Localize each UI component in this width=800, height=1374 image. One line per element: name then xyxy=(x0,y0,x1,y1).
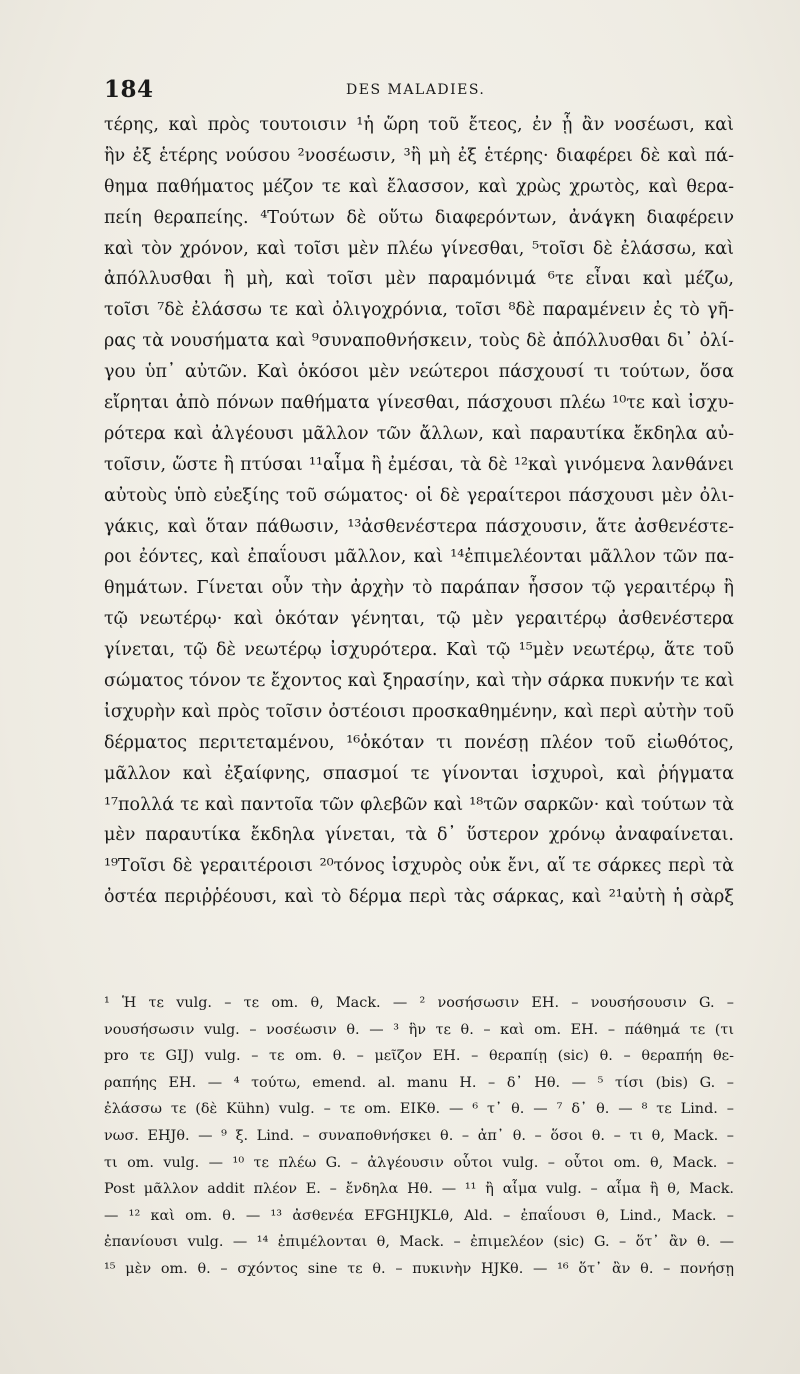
footnote-line: Post μᾶλλον addit πλέον E. – ἔνδηλα Hθ. — ¹¹ ἢ αἷμα vulg. – αἷμα ἢ θ, Mack. xyxy=(104,1181,734,1198)
text-line: μᾶλλον καὶ ἐξαίφνης, σπασμοί τε γίνονται ἰσχυροὶ, καὶ ῥήγματα xyxy=(104,763,734,784)
text-line: δέρματος περιτεταμένου, ¹⁶ὁκόταν τι πονέσῃ πλέον τοῦ εἰωθότος, xyxy=(104,732,734,753)
text-line: θημα παθήματος μέζον τε καὶ ἔλασσον, καὶ χρὼς χρωτὸς, καὶ θερα- xyxy=(104,176,734,197)
text-line: πείη θεραπείης. ⁴Τούτων δὲ οὕτω διαφερόντων, ἀνάγκη διαφέρειν xyxy=(104,207,734,228)
text-line: μὲν παραυτίκα ἔκδηλα γίνεται, τὰ δ᾽ ὕστερον χρόνῳ ἀναφαίνεται. xyxy=(104,825,734,846)
text-line: ἀπόλλυσθαι ἢ μὴ, καὶ τοῖσι μὲν παραμόνιμά ⁶τε εἶναι καὶ μέζω, xyxy=(104,269,734,290)
footnote-line: ραπήης EH. — ⁴ τούτω, emend. al. manu H. – δ᾽ Hθ. — ⁵ τίσι (bis) G. – xyxy=(104,1074,734,1091)
text-line: ρότερα καὶ ἀλγέουσι μᾶλλον τῶν ἄλλων, καὶ παραυτίκα ἔκδηλα αὐ- xyxy=(104,423,734,444)
text-line: ἰσχυρὴν καὶ πρὸς τοῖσιν ὀστέοισι προσκαθημένην, καὶ περὶ αὐτὴν τοῦ xyxy=(104,701,734,722)
text-line: ἣν ἐξ ἑτέρης νούσου ²νοσέωσιν, ³ἢ μὴ ἐξ ἑτέρης· διαφέρει δὲ καὶ πά- xyxy=(104,145,734,166)
text-line: καὶ τὸν χρόνον, καὶ τοῖσι μὲν πλέω γίνεσθαι, ⁵τοῖσι δὲ ἐλάσσω, καὶ xyxy=(104,238,734,259)
footnote-line: τι om. vulg. — ¹⁰ τε πλέω G. – ἀλγέουσιν οὗτοι vulg. – οὗτοι om. θ, Mack. – xyxy=(104,1154,734,1171)
text-line: θημάτων. Γίνεται οὖν τὴν ἀρχὴν τὸ παράπαν ἧσσον τῷ γεραιτέρῳ ἢ xyxy=(104,578,734,599)
page-header xyxy=(104,76,734,106)
text-line: ¹⁹Τοῖσι δὲ γεραιτέροισι ²⁰τόνος ἰσχυρὸς οὐκ ἔνι, αἵ τε σάρκες περὶ τὰ xyxy=(104,856,734,877)
footnote-line: — ¹² καὶ om. θ. — ¹³ ἀσθενέα EFGHIJKLθ, Ald. – ἐπαΐουσι θ, Lind., Mack. – xyxy=(104,1207,734,1224)
main-text xyxy=(104,110,734,913)
footnote-line: νωσ. EHJθ. — ⁹ ξ. Lind. – συναποθνήσκει θ. – ἀπ᾽ θ. – ὅσοι θ. – τι θ, Mack. – xyxy=(104,1127,734,1144)
footnote-line: ¹⁵ μὲν om. θ. – σχόντος sine τε θ. – πυκινὴν HJKθ. — ¹⁶ ὅτ᾽ ἂν θ. – πονήσῃ xyxy=(104,1260,734,1277)
footnote-line: ἐλάσσω τε (δὲ Kühn) vulg. – τε om. EIKθ. — ⁶ τ᾽ θ. — ⁷ δ᾽ θ. — ⁸ τε Lind. – xyxy=(104,1101,734,1118)
footnotes xyxy=(104,990,734,1283)
text-line: τέρης, καὶ πρὸς τουτοισιν ¹ἡ ὥρη τοῦ ἔτεος, ἐν ᾗ ἂν νοσέωσι, καὶ xyxy=(104,115,734,135)
footnote-line: ¹ Ἡ τε vulg. – τε om. θ, Mack. — ² νοσήσωσιν EH. – νουσήσουσιν G. – xyxy=(104,995,734,1011)
text-line: γάκις, καὶ ὅταν πάθωσιν, ¹³ἀσθενέστερα πάσχουσιν, ἅτε ἀσθενέστε- xyxy=(104,516,734,537)
footnote-line: pro τε GIJ) vulg. – τε om. θ. – μεῖζον EH. – θεραπίῃ (sic) θ. – θεραπήη θε- xyxy=(104,1048,734,1065)
footnote-line: νουσήσωσιν vulg. – νοσέωσιν θ. — ³ ἣν τε θ. – καὶ om. EH. – πάθημά τε (τι xyxy=(104,1021,734,1038)
page-number: 184 xyxy=(104,76,154,103)
text-line: ροι ἐόντες, καὶ ἐπαΐουσι μᾶλλον, καὶ ¹⁴ἐπιμελέονται μᾶλλον τῶν πα- xyxy=(104,547,734,568)
footnote-line: ἐπανίουσι vulg. — ¹⁴ ἐπιμέλονται θ, Mack. – ἐπιμελέον (sic) G. – ὅτ᾽ ἂν θ. — xyxy=(104,1234,734,1251)
text-line: γίνεται, τῷ δὲ νεωτέρῳ ἰσχυρότερα. Καὶ τῷ ¹⁵μὲν νεωτέρῳ, ἅτε τοῦ xyxy=(104,640,734,661)
running-head: DES MALADIES. xyxy=(346,82,486,98)
text-line: σώματος τόνον τε ἔχοντος καὶ ξηρασίην, καὶ τὴν σάρκα πυκνήν τε καὶ xyxy=(104,671,734,692)
text-line: ¹⁷πολλά τε καὶ παντοῖα τῶν φλεβῶν καὶ ¹⁸τῶν σαρκῶν· καὶ τούτων τὰ xyxy=(104,794,734,815)
text-line: τοῖσι ⁷δὲ ἐλάσσω τε καὶ ὀλιγοχρόνια, τοῖσι ⁸δὲ παραμένειν ἐς τὸ γῆ- xyxy=(104,300,734,321)
text-line: τῷ νεωτέρῳ· καὶ ὁκόταν γένηται, τῷ μὲν γεραιτέρῳ ἀσθενέστερα xyxy=(104,609,734,630)
text-line: αὐτοὺς ὑπὸ εὐεξίης τοῦ σώματος· οἱ δὲ γεραίτεροι πάσχουσι μὲν ὀλι- xyxy=(104,485,734,506)
text-line: γου ὑπ᾽ αὐτῶν. Καὶ ὁκόσοι μὲν νεώτεροι πάσχουσί τι τούτων, ὅσα xyxy=(104,362,734,383)
text-line: ὀστέα περιῤῥέουσι, καὶ τὸ δέρμα περὶ τὰς σάρκας, καὶ ²¹αὐτὴ ἡ σὰρξ xyxy=(104,887,734,908)
text-line: εἴρηται ἀπὸ πόνων παθήματα γίνεσθαι, πάσχουσι πλέω ¹⁰τε καὶ ἰσχυ- xyxy=(104,393,734,414)
text-line: τοῖσιν, ὥστε ἢ πτύσαι ¹¹αἷμα ἢ ἐμέσαι, τὰ δὲ ¹²καὶ γινόμενα λανθάνει xyxy=(104,454,734,475)
text-line: ρας τὰ νουσήματα καὶ ⁹συναποθνήσκειν, τοὺς δὲ ἀπόλλυσθαι δι᾽ ὀλί- xyxy=(104,331,734,352)
